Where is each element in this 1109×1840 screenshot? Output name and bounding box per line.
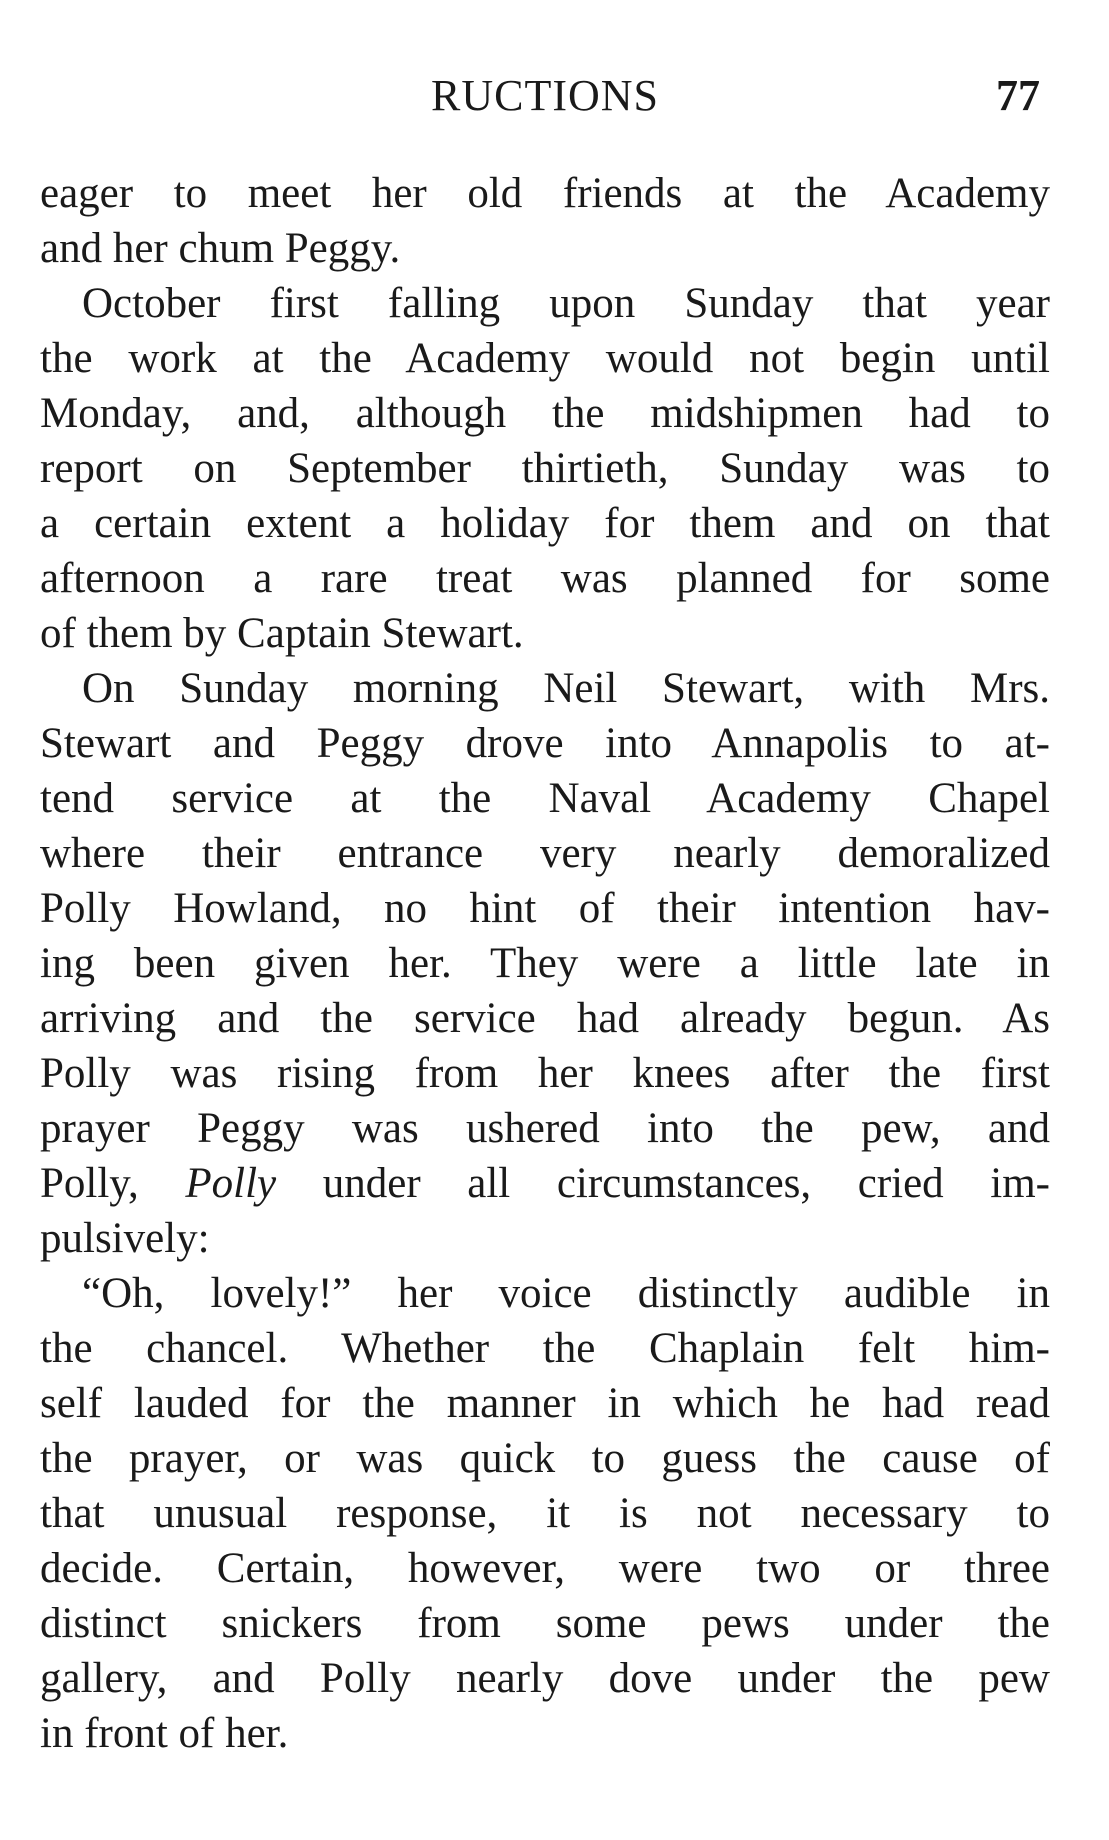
text-line: a certain extent a holiday for them and on that (40, 500, 1050, 547)
text-line: pulsively: (40, 1215, 210, 1262)
text-line: eager to meet her old friends at the Academy (40, 170, 1050, 217)
text-line: distinct snickers from some pews under the (40, 1600, 1050, 1647)
running-title: RUCTIONS (430, 71, 660, 120)
text-line: of them by Captain Stewart. (40, 610, 524, 657)
text-line: On Sunday morning Neil Stewart, with Mrs. (82, 665, 1050, 712)
italic-emphasis: Polly (185, 1160, 277, 1207)
text-fragment: under all circumstances, cried im- (322, 1160, 1050, 1207)
running-head (40, 70, 1050, 130)
text-line: the chancel. Whether the Chaplain felt him- (40, 1325, 1050, 1372)
text-line: “Oh, lovely!” her voice distinctly audible in (82, 1270, 1050, 1317)
text-line: gallery, and Polly nearly dove under the pew (40, 1655, 1050, 1702)
paragraph-1 (40, 166, 1050, 276)
text-line: that unusual response, it is not necessary to (40, 1490, 1050, 1537)
text-line: report on September thirtieth, Sunday was to (40, 445, 1050, 492)
text-line: the work at the Academy would not begin until (40, 335, 1050, 382)
text-line: decide. Certain, however, were two or three (40, 1545, 1050, 1592)
text-line: Stewart and Peggy drove into Annapolis to at- (40, 720, 1050, 767)
text-line: Monday, and, although the midshipmen had to (40, 390, 1050, 437)
text-line: Polly was rising from her knees after the first (40, 1050, 1050, 1097)
body-text (40, 166, 1050, 1761)
text-line: prayer Peggy was ushered into the pew, and (40, 1105, 1050, 1152)
book-page (40, 0, 1050, 1840)
text-line: Polly Howland, no hint of their intention hav- (40, 885, 1050, 932)
page-number: 77 (996, 71, 1040, 120)
text-line: ing been given her. They were a little late in (40, 940, 1050, 987)
paragraph-2 (40, 276, 1050, 661)
text-line: October first falling upon Sunday that year (82, 280, 1050, 327)
text-fragment: Polly, (40, 1160, 139, 1207)
text-line: and her chum Peggy. (40, 225, 401, 272)
text-line: arriving and the service had already begun. As (40, 995, 1050, 1042)
text-line: self lauded for the manner in which he had read (40, 1380, 1050, 1427)
paragraph-3 (40, 661, 1050, 1266)
text-line: where their entrance very nearly demoralized (40, 830, 1050, 877)
text-line: the prayer, or was quick to guess the cause of (40, 1435, 1050, 1482)
text-line: in front of her. (40, 1710, 289, 1757)
text-line-mixed (40, 1156, 1050, 1211)
paragraph-4 (40, 1266, 1050, 1761)
text-line: tend service at the Naval Academy Chapel (40, 775, 1050, 822)
text-line: afternoon a rare treat was planned for some (40, 555, 1050, 602)
